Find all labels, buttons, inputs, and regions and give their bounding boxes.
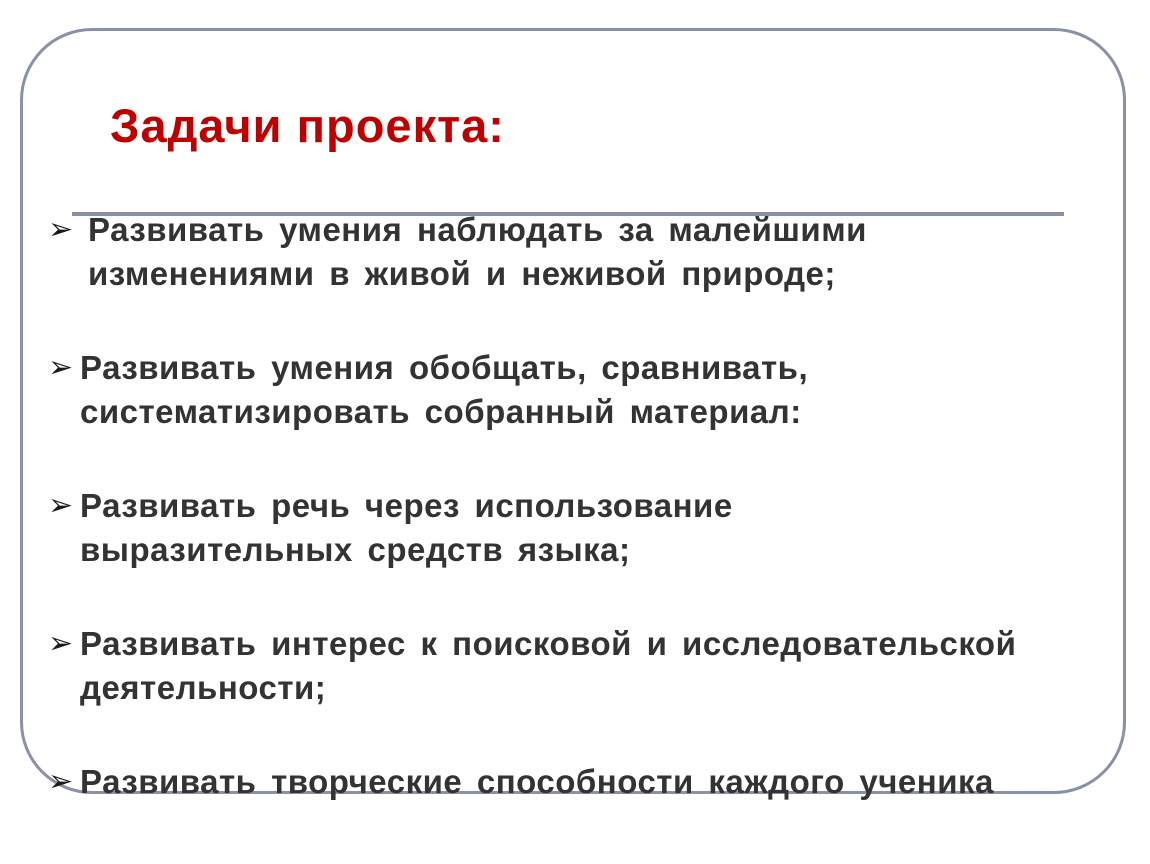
task-text-line: Развивать творческие способности каждого ученика [80, 763, 994, 800]
task-text-line: Развивать речь через использование [80, 487, 733, 524]
task-text-line: деятельности; [80, 669, 327, 706]
arrow-bullet-icon: ➢ [48, 350, 74, 385]
task-text-line: Развивать умения обобщать, сравнивать, [80, 349, 809, 386]
task-text-line: Развивать умения наблюдать за малейшими [88, 211, 867, 248]
task-text-line: систематизировать собранный материал: [80, 393, 802, 430]
task-item [48, 346, 808, 434]
task-text-line: Развивать интерес к поисковой и исследовательской [80, 625, 1017, 662]
task-item [48, 622, 1016, 710]
task-item [48, 208, 867, 296]
arrow-bullet-icon: ➢ [48, 764, 74, 799]
arrow-bullet-icon: ➢ [48, 212, 74, 247]
task-text-line: изменениями в живой и неживой природе; [88, 255, 836, 292]
task-item [48, 760, 994, 804]
arrow-bullet-icon: ➢ [48, 626, 74, 661]
task-item [48, 484, 733, 572]
slide-title: Задачи проекта: [110, 99, 505, 152]
arrow-bullet-icon: ➢ [48, 488, 74, 523]
task-text-line: выразительных средств языка; [80, 531, 631, 568]
